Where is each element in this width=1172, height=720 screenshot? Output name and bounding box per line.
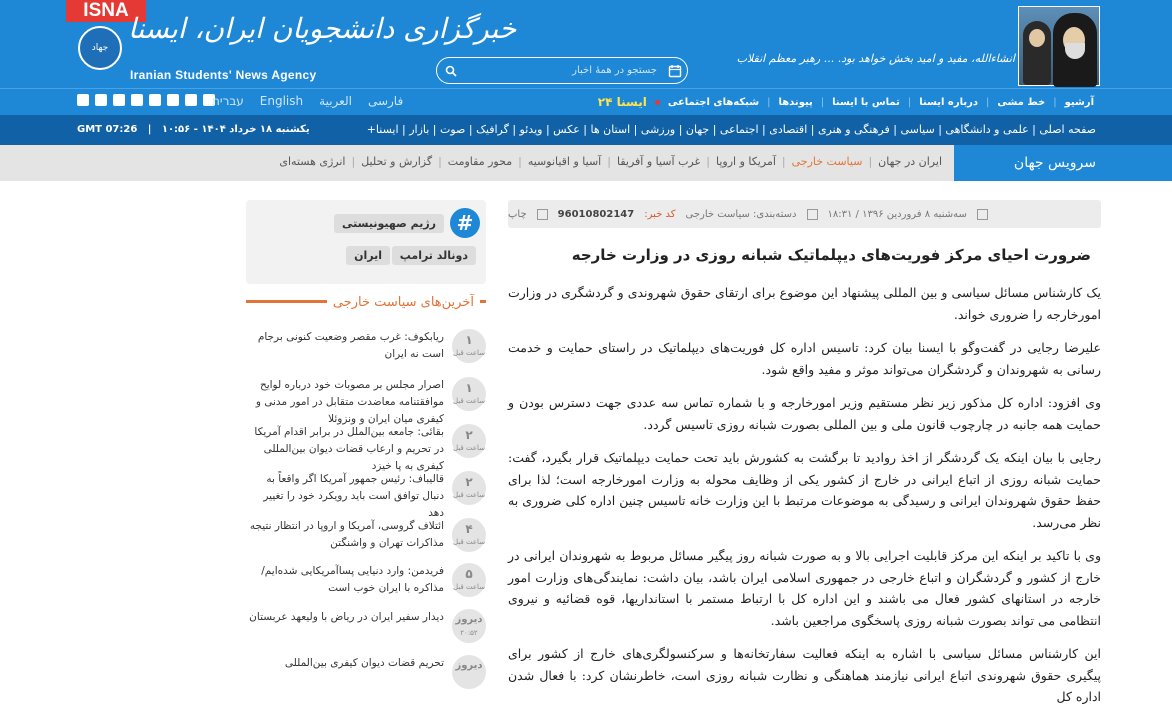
link-links[interactable]: پیوندها <box>778 96 813 108</box>
section-link[interactable]: آسیا و اقیانوسیه <box>527 155 602 168</box>
time-badge: ۲ ساعت قبل <box>452 471 486 505</box>
article-paragraph: این کارشناس مسائل سیاسی با اشاره به اینکه فعالیت سفارتخانه‌ها و سرکنسولگری‌های خارج از کشور برای پیگیری حقوق شهروندی اتباع ایرانی نیازمند هماهنگی و نظارت شبانه روزی است، خاطرنشان کرد: با فعال شدن اداره کل <box>508 646 1101 704</box>
print-button[interactable]: چاپ <box>508 208 527 220</box>
search-input[interactable] <box>465 58 663 83</box>
list-item[interactable] <box>246 329 486 363</box>
lang-english[interactable]: English <box>259 94 304 108</box>
section-link[interactable]: ایران در جهان <box>878 155 942 168</box>
list-item-title[interactable]: دیدار سفیر ایران در ریاض با ولیعهد عربستان <box>249 611 444 623</box>
article-paragraph: یک کارشناس مسائل سیاسی و بین المللی پیشنهاد این موضوع برای ارتقای حقوق شهروندی و گردشگری در وزارت امورخارجه را ضروری خواند. <box>508 285 1101 322</box>
time-badge: ۵ ساعت قبل <box>452 563 486 597</box>
tag[interactable]: رژیم صهیونیستی <box>334 214 444 233</box>
article-meta <box>508 200 1101 228</box>
language-bar <box>0 88 1172 115</box>
list-item[interactable] <box>246 655 486 689</box>
main-nav-menu[interactable]: صفحه اصلی | علمی و دانشگاهی | سیاسی | فرهنگی و هنری | اقتصادی | اجتماعی | جهان | ورزشی | استان ها | عکس | ویدئو | گرافیک | صوت | بازار | ایسنا+ <box>366 123 1096 136</box>
gmt-time: GMT 07:26 <box>77 124 138 135</box>
section-links: ایران در جهان | سیاست خارجی | آمریکا و اروپا | غرب آسیا و آفریقا | آسیا و اقیانوسیه | محور مقاومت | گزارش و تحلیل | انرژی هسته‌ای <box>279 155 942 168</box>
android-icon[interactable] <box>185 94 197 106</box>
isna-badge[interactable]: ISNA <box>66 0 146 22</box>
link-archive[interactable]: آرشیو <box>1064 96 1094 108</box>
news-code-value: 96010802147 <box>557 208 635 220</box>
local-date: یکشنبه ۱۸ خرداد ۱۴۰۴ - ۱۰:۵۶ <box>161 124 310 135</box>
tag[interactable]: دونالد ترامپ <box>392 246 476 265</box>
article-paragraph: وی با تاکید بر اینکه این مرکز قابلیت اجرایی بالا و به صورت شبانه روز پیگیر مسائل مربوط به شهروندان ایرانی در خارج از کشور و گردشگران و اتباع خارجی در جمهوری اسلامی ایران باشد، بیان داشت: نمایندگی‌های وزارت امور خارجه در استانهای کشور فعال می باشند و این اداره کل با ارتباط مستمر با استانداریها، قوه قضائیه و نیروی انتظامی می تواند بصورت شبانه روزی پاسخگوی مراجعین باشد. <box>508 548 1101 628</box>
leader-quote: انشاءالله، مفید و امید بخش خواهد بود. ... رهبر معظم انقلاب <box>736 52 1015 65</box>
link-policy[interactable]: خط مشی <box>997 96 1046 108</box>
instagram-icon[interactable] <box>131 94 143 106</box>
apple-icon[interactable] <box>167 94 179 106</box>
section-link[interactable]: محور مقاومت <box>447 155 513 168</box>
leaders-portrait-image <box>1018 6 1100 86</box>
tag[interactable]: ایران <box>346 246 390 265</box>
search-icon <box>445 65 457 77</box>
time-badge: ۲ ساعت قبل <box>452 424 486 458</box>
logo-persian[interactable]: خبرگزاری دانشجویان ایران، ایسنا <box>128 12 517 45</box>
print-icon[interactable] <box>537 209 548 220</box>
list-item-title[interactable]: ائتلاف گروسی، آمریکا و اروپا در انتظار نتیجه مذاکرات تهران و واشنگتن <box>249 520 444 549</box>
aparat-icon[interactable] <box>95 94 107 106</box>
link-isna24[interactable]: ایسنا ۲۴ <box>597 95 647 109</box>
section-link[interactable]: انرژی هسته‌ای <box>279 155 346 168</box>
section-bar <box>0 145 1172 181</box>
list-item-title[interactable]: فریدمن: وارد دنیایی پساآمریکایی شده‌ایم/ مذاکره با ایران خوب است <box>261 565 444 594</box>
time-badge: ۱ ساعت قبل <box>452 377 486 411</box>
list-item-title[interactable]: اصرار مجلس بر مصوبات خود درباره لوایح موافقتنامه معاضدت متقابل در امور مدنی و کیفری میان ایران و ونزوئلا <box>255 379 444 425</box>
logo-english[interactable]: Iranian Students' News Agency <box>130 68 317 82</box>
link-contact[interactable]: تماس با ایسنا <box>832 96 900 108</box>
article-paragraph: علیرضا رجایی در گفت‌وگو با ایسنا بیان کرد: تاسیس اداره کل فوریت‌های دیپلماتیک در راستای حمایت و خدمت رسانی به شهروندان و گردشگران می‌تواند موثر و مفید واقع شود. <box>508 340 1101 377</box>
article-category[interactable]: دسته‌بندی: سیاست خارجی <box>685 208 797 220</box>
news-code-label: کد خبر: <box>644 208 676 220</box>
time-badge: ۴ ساعت قبل <box>452 518 486 552</box>
link-about[interactable]: درباره ایسنا <box>919 96 978 108</box>
article-paragraph: وی افزود: اداره کل مذکور زیر نظر مستقیم وزیر امورخارجه و با شماره تماس سه عددی جهت دسترس بودن و حمایت همه جانبه در چارچوب قانون ملی و بین المللی بصورت شبانه روزی تاسیس گردد. <box>508 395 1101 432</box>
list-item-title[interactable]: بقائی: جامعه بین‌الملل در برابر اقدام آمریکا در تحریم و ارعاب قضات دیوان بین‌المللی کیفری به پا خیزد <box>254 426 444 472</box>
time-badge: دیروز ۲۰:۵۲ <box>452 609 486 643</box>
lang-persian[interactable]: فارسی <box>367 94 404 108</box>
hashtag-icon: # <box>450 208 480 238</box>
time-badge: ۱ ساعت قبل <box>452 329 486 363</box>
folder-icon <box>807 209 818 220</box>
list-item[interactable] <box>246 424 486 475</box>
article-title: ضرورت احیای مرکز فوریت‌های دیپلماتیک شبانه روزی در وزارت خارجه <box>571 246 1091 264</box>
search-button[interactable] <box>437 58 465 83</box>
section-link[interactable]: گزارش و تحلیل <box>361 155 433 168</box>
section-link[interactable]: آمریکا و اروپا <box>715 155 776 168</box>
section-link-active[interactable]: سیاست خارجی <box>791 155 863 168</box>
search-box <box>436 57 688 84</box>
list-item[interactable] <box>246 377 486 428</box>
date-time: GMT 07:26 | یکشنبه ۱۸ خرداد ۱۴۰۴ - ۱۰:۵۶ <box>77 124 310 135</box>
section-link[interactable]: غرب آسیا و آفریقا <box>616 155 701 168</box>
twitter-icon[interactable] <box>149 94 161 106</box>
rss-icon[interactable] <box>77 94 89 106</box>
lang-arabic[interactable]: العربية <box>319 94 352 108</box>
list-item[interactable] <box>246 609 486 643</box>
main-nav <box>0 115 1172 145</box>
article-paragraph: رجایی با بیان اینکه یک گردشگر از اخذ روادید تا برگشت به کشورش باید تحت حمایت دیپلماتیک قرار بگیرد، گفت: حمایت شبانه روزی از اتباع ایرانی در خارج از کشور یکی از وظایف محوله به وزارت امورخارجه است؛ لذا برای حفظ حقوق شهروندان ایرانی و رسیدگی به موضوعات مرتبط با این وزارت خانه تاسیس چنین اداره کلی ضروری به نظر می‌رسد. <box>508 450 1101 530</box>
telegram-icon[interactable] <box>113 94 125 106</box>
site-header <box>0 0 1172 88</box>
section-title[interactable]: سرویس جهان <box>954 145 1172 181</box>
logo-emblem[interactable]: جهاد <box>78 26 122 70</box>
list-item[interactable] <box>246 518 486 552</box>
list-item[interactable] <box>246 563 486 597</box>
latest-news-title[interactable]: آخرین‌های سیاست خارجی <box>327 295 480 310</box>
live-dot-icon <box>655 100 660 105</box>
list-item[interactable] <box>246 471 486 522</box>
top-links: آرشیو | خط مشی | درباره ایسنا | تماس با ایسنا | پیوندها | شبکه‌های اجتماعی ایسنا ۲۴ <box>597 95 1094 109</box>
article-date: سه‌شنبه ۸ فروردین ۱۳۹۶ / ۱۸:۳۱ <box>827 208 967 220</box>
list-item-title[interactable]: تحریم قضات دیوان کیفری بین‌المللی <box>284 657 444 669</box>
lang-hebrew[interactable]: עברית <box>212 94 244 108</box>
article-body <box>508 282 1101 720</box>
list-item-title[interactable]: ریابکوف: غرب مقصر وضعیت کنونی برجام است نه ایران <box>257 331 444 360</box>
link-social[interactable]: شبکه‌های اجتماعی <box>667 96 760 108</box>
latest-news-box <box>246 295 486 671</box>
list-item-title[interactable]: قالیباف: رئیس جمهور آمریکا اگر واقعاً به دنبال توافق است باید رویکرد خود را تغییر دهد <box>263 473 444 519</box>
calendar-icon <box>977 209 988 220</box>
time-badge: دیروز <box>452 655 486 689</box>
calendar-icon[interactable] <box>663 58 687 83</box>
language-links <box>212 94 403 108</box>
tags-box <box>246 200 486 284</box>
social-links <box>77 94 215 106</box>
